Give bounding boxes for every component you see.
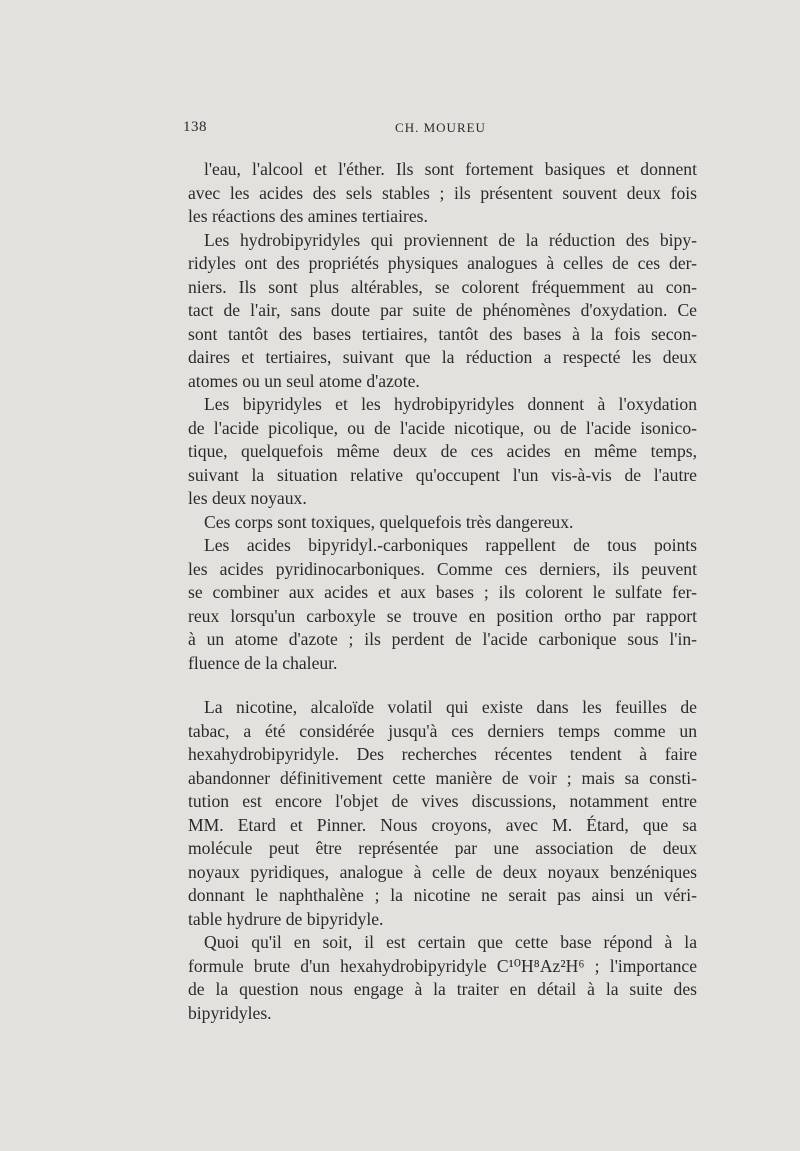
- text-line: suivant la situation relative qu'occupent l'un vis-à-vis de l'autre: [188, 464, 697, 485]
- text-line: atomes ou un seul atome d'azote.: [188, 370, 420, 391]
- text-line: tact de l'air, sans doute par suite de phénomènes d'oxydation. Ce: [188, 300, 697, 320]
- text-line: niers. Ils sont plus altérables, se colorent fréquemment au con-: [188, 276, 697, 297]
- section-break: [188, 675, 697, 696]
- text-line: table hydrure de bipyridyle.: [188, 908, 384, 929]
- text-line: hexahydrobipyridyle. Des recherches récentes tendent à faire: [188, 744, 697, 764]
- text-line: La nicotine, alcaloïde volatil qui existe dans les feuilles de: [204, 697, 697, 717]
- text-line: de l'acide picolique, ou de l'acide nicotique, ou de l'acide isonico-: [188, 417, 697, 438]
- text-line: Quoi qu'il en soit, il est certain que cette base répond à la: [204, 932, 697, 952]
- text-line: Les hydrobipyridyles qui proviennent de la réduction des bipy-: [204, 229, 697, 250]
- text-line: daires et tertiaires, suivant que la réduction a respecté les deux: [188, 347, 697, 367]
- running-head-author: CH. MOUREU: [395, 120, 486, 135]
- text-line: sont tantôt des bases tertiaires, tantôt des bases à la fois secon-: [188, 323, 697, 344]
- text-line: à un atome d'azote ; ils perdent de l'acide carbonique sous l'in-: [188, 629, 697, 649]
- text-line: Les bipyridyles et les hydrobipyridyles donnent à l'oxydation: [204, 394, 697, 414]
- paragraph: [188, 696, 697, 931]
- text-line: tabac, a été considérée jusqu'à ces derniers temps comme un: [188, 720, 697, 741]
- text-line: tique, quelquefois même deux de ces acides en même temps,: [188, 441, 697, 461]
- paragraph: [188, 534, 697, 675]
- text-line: formule brute d'un hexahydrobipyridyle C¹⁰H⁸Az²H⁶ ; l'importance: [188, 955, 697, 976]
- paragraph: [188, 158, 697, 229]
- text-line: molécule peut être représentée par une association de deux: [188, 838, 697, 858]
- text-line: se combiner aux acides et aux bases ; ils colorent le sulfate fer-: [188, 582, 697, 602]
- paragraph: [188, 229, 697, 394]
- paragraph: [188, 931, 697, 1025]
- text-line: avec les acides des sels stables ; ils présentent souvent deux fois: [188, 182, 697, 203]
- body-text: [188, 158, 697, 1025]
- text-line: les réactions des amines tertiaires.: [188, 206, 428, 226]
- text-line: donnant le naphthalène ; la nicotine ne serait pas ainsi un véri-: [188, 885, 697, 905]
- text-line: reux lorsqu'un carboxyle se trouve en position ortho par rapport: [188, 605, 697, 626]
- text-line: ridyles ont des propriétés physiques analogues à celles de ces der-: [188, 253, 697, 273]
- text-line: noyaux pyridiques, analogue à celle de deux noyaux benzéniques: [188, 861, 697, 882]
- text-line: tution est encore l'objet de vives discussions, notamment entre: [188, 791, 697, 811]
- running-head: [183, 119, 698, 139]
- paragraph: [188, 511, 697, 535]
- text-line: de la question nous engage à la traiter en détail à la suite des: [188, 979, 697, 999]
- paragraph: [188, 393, 697, 511]
- text-line: abandonner définitivement cette manière de voir ; mais sa consti-: [188, 767, 697, 788]
- text-line: Les acides bipyridyl.-carboniques rappellent de tous points: [204, 535, 697, 555]
- text-line: Ces corps sont toxiques, quelquefois très dangereux.: [204, 511, 574, 532]
- text-line: les deux noyaux.: [188, 488, 307, 508]
- text-line: MM. Etard et Pinner. Nous croyons, avec M. Étard, que sa: [188, 814, 697, 835]
- text-line: l'eau, l'alcool et l'éther. Ils sont fortement basiques et donnent: [204, 159, 697, 179]
- text-line: fluence de la chaleur.: [188, 652, 338, 673]
- page-number: 138: [183, 119, 207, 135]
- text-line: bipyridyles.: [188, 1002, 272, 1023]
- text-line: les acides pyridinocarboniques. Comme ces derniers, ils peuvent: [188, 558, 697, 579]
